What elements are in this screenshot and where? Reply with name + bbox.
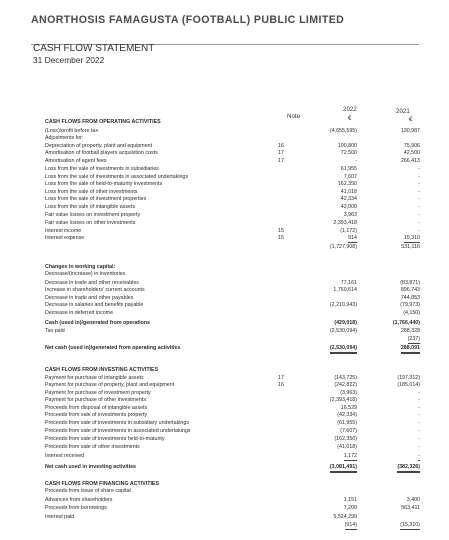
table-row [0,149,449,157]
row-label: CASH FLOWS FROM FINANCING ACTIVITIES [45,481,159,487]
value-2021: - [418,228,420,234]
value-2021: 896,743 [400,287,420,293]
table-row [0,327,449,335]
value-2022: (41,018) [337,444,357,450]
value-2021: (1,766,440) [392,320,420,326]
table-row [0,427,449,435]
value-2022: 100,800 [337,143,357,149]
row-label: Loss from the sale of investment properties [45,196,147,202]
row-label: Payment for purchase of intangible assets [45,375,144,381]
value-2021: - [418,196,420,202]
table-row [0,443,449,451]
value-2021: 744,853 [400,295,420,301]
value-2022: (242,822) [334,382,357,388]
value-2021: - [418,181,420,187]
row-label: Loss from the sale of investments in subsidiaries [45,166,159,172]
value-2021: (185,014) [397,382,420,388]
value-2021: (382,326) [397,463,420,473]
value-2022: 1,172 [343,453,357,459]
row-label: Interest received [45,453,85,459]
row-label: Depreciation of property, plant and equipment [45,143,153,149]
table-row [0,180,449,188]
value-2021: (79,973) [400,302,420,308]
value-2022: 7,607 [343,174,357,180]
row-label: Changes in working capital: [45,264,116,270]
value-2022: (2,210,943) [329,302,357,308]
table-row [0,243,449,251]
value-2021: - [418,397,420,403]
table-row [0,487,449,495]
value-2022: 1,760,614 [333,287,357,293]
row-note: 17 [278,158,284,164]
table-row [0,286,449,294]
value-2021: (197,312) [397,375,420,381]
row-label: Proceeds from disposal of intangible assets [45,405,148,411]
value-2022: (2,530,094) [329,328,357,334]
row-label: Decrease in salaries and benefits payable [45,302,144,308]
table-row [0,411,449,419]
row-label: Advances from shareholders [45,497,113,503]
value-2021: 15,310 [403,235,420,241]
value-2022: 5,524,299 [333,514,357,520]
row-label: Net cash used in investing activities [45,464,136,470]
value-2022: 162,350 [337,181,357,187]
value-2021: 42,500 [403,150,420,156]
row-label: Proceeds from sale of investments in subsidiary undertakings [45,420,189,426]
table-row [0,419,449,427]
row-label: Interest expense [45,235,85,241]
value-2021: - [418,444,420,450]
table-row [0,309,449,317]
value-2022: 42,334 [340,196,357,202]
table-row [0,301,449,309]
value-2022: 61,955 [340,166,357,172]
value-2022: (4,655,595) [329,128,357,134]
table-row [0,219,449,227]
table-row [0,463,449,471]
table-row [0,452,449,460]
row-label: Interest income [45,228,82,234]
value-2022: (1,172) [340,228,357,234]
value-2022: (914) [344,522,357,528]
row-label: Adjustments for: [45,135,84,141]
value-2022: 914 [348,235,357,241]
row-label: Proceeds from sale of investments property [45,412,148,418]
value-2022: 7,200 [343,505,357,511]
value-2021: - [418,212,420,218]
value-2022: 72,500 [340,150,357,156]
row-note: 17 [278,150,284,156]
value-2021: (15,310) [400,522,420,528]
row-label: Payment for purchase of other investments [45,397,146,403]
company-name: ANORTHOSIS FAMAGUSTA (FOOTBALL) PUBLIC LIMITED [31,14,345,26]
table-row [0,134,449,142]
row-label: Proceeds from sale of investments held-to-maturity [45,436,165,442]
year-2022-header: 2022 [343,106,357,113]
value-2021: - [418,174,420,180]
row-label: Decrease/(increase) in inventories [45,271,126,277]
value-2022: (1,727,908) [329,244,357,250]
year-2021-header: 2021 [396,108,410,115]
row-label: Decrease in deferred income [45,310,114,316]
value-2021: 75,906 [403,143,420,149]
row-note: 17 [278,375,284,381]
statement-date: 31 December 2022 [33,55,105,65]
row-label: Amortisation of football players acquisition costs [45,150,158,156]
row-note: 15 [278,235,284,241]
table-row [0,211,449,219]
row-label: Decrease in trade and other payables [45,295,134,301]
value-2021: - [418,436,420,442]
value-2021: 3,400 [406,497,420,503]
row-note: 15 [278,228,284,234]
table-row [0,335,449,343]
row-label: Decrease in trade and other receivables [45,280,139,286]
value-2022: (3,081,491) [330,463,357,473]
table-row [0,513,449,521]
value-2022: (61,955) [337,420,357,426]
table-row [0,472,449,480]
table-row [0,270,449,278]
row-label: Proceeds from sale of other investments [45,444,140,450]
value-2021: - [418,166,420,172]
row-label: Fair value losses on investment property [45,212,141,218]
row-label: Proceeds from issue of share capital [45,488,131,494]
row-label: Fair value losses on other investments [45,220,136,226]
row-note: 16 [278,382,284,388]
statement-title: CASH FLOW STATEMENT [33,43,155,54]
currency-2021: € [409,116,413,123]
value-2022: 3,963 [343,212,357,218]
value-2021: (83,871) [400,280,420,286]
value-2021: 288,328 [400,328,420,334]
value-2022: 41,018 [340,189,357,195]
row-label: Loss from the sale of other investments [45,189,138,195]
table-row [0,435,449,443]
row-label: Interest paid [45,514,75,520]
value-2021: - [418,405,420,411]
table-row [0,496,449,504]
row-label: (Loss)/profit before tax [45,128,98,134]
value-2021: (237) [407,336,420,342]
row-label: Amortisation of agent fees [45,158,107,164]
value-2021: - [418,220,420,226]
table-row [0,344,449,352]
value-2021: - [418,428,420,434]
value-2021: - [418,189,420,195]
table-row [0,195,449,203]
value-2021: 288,091 [401,344,420,354]
value-2022: (2,530,094) [330,344,357,354]
value-2021: - [418,412,420,418]
row-label: Tax paid [45,328,65,334]
table-row [0,319,449,327]
value-2022: - [355,158,357,164]
table-row [0,157,449,165]
table-row [0,504,449,512]
value-2021: 130,987 [400,128,420,134]
row-label: Proceeds from sale of investments in associated undertakings [45,428,191,434]
row-label: Proceeds from borrowings [45,505,107,511]
value-2022: (2,393,418) [329,397,357,403]
table-row [0,165,449,173]
row-label: Loss from the sale of investments in associated undertakings [45,174,189,180]
value-2022: 2,393,418 [333,220,357,226]
row-label: Net cash (used in)/generated from operating activities [45,345,181,351]
value-2022: (3,963) [340,390,357,396]
row-label: CASH FLOWS FROM OPERATING ACTIVITIES [45,119,161,125]
row-label: Loss from the sale of intangible assets [45,204,136,210]
value-2022: 16,529 [340,405,357,411]
value-2021: - [418,453,420,459]
row-note: 16 [278,143,284,149]
table-row [0,521,449,529]
row-label: Cash (used in)/generated from operations [45,320,151,326]
value-2022: (143,725) [334,375,357,381]
value-2022: (42,334) [337,412,357,418]
row-label: Payment for purchase of investment property [45,390,151,396]
value-2022: (429,018) [334,320,357,326]
row-label: Increase in shareholders' current accounts [45,287,145,293]
row-label: Loss from the sale of held-to-maturity investments [45,181,163,187]
table-row [0,234,449,242]
value-2021: - [418,420,420,426]
table-row [0,366,449,374]
value-2022: (162,350) [334,436,357,442]
table-row [0,381,449,389]
value-2021: (4,150) [403,310,420,316]
value-2021: 531,116 [401,244,420,250]
value-2022: 77,161 [340,280,357,286]
row-label: CASH FLOWS FROM INVESTING ACTIVITIES [45,367,159,373]
currency-2022: € [348,115,352,122]
value-2021: 563,411 [401,505,420,511]
table-row [0,203,449,211]
value-2022: (7,607) [340,428,357,434]
table-row [0,118,449,126]
value-2021: - [418,390,420,396]
value-2021: - [418,204,420,210]
value-2022: 42,000 [340,204,357,210]
row-label: Payment for purchase of property, plant and equipment [45,382,175,388]
value-2021: 266,413 [400,158,420,164]
note-column-header: Note [287,113,301,120]
table-row [0,396,449,404]
value-2022: 1,151 [343,497,357,503]
